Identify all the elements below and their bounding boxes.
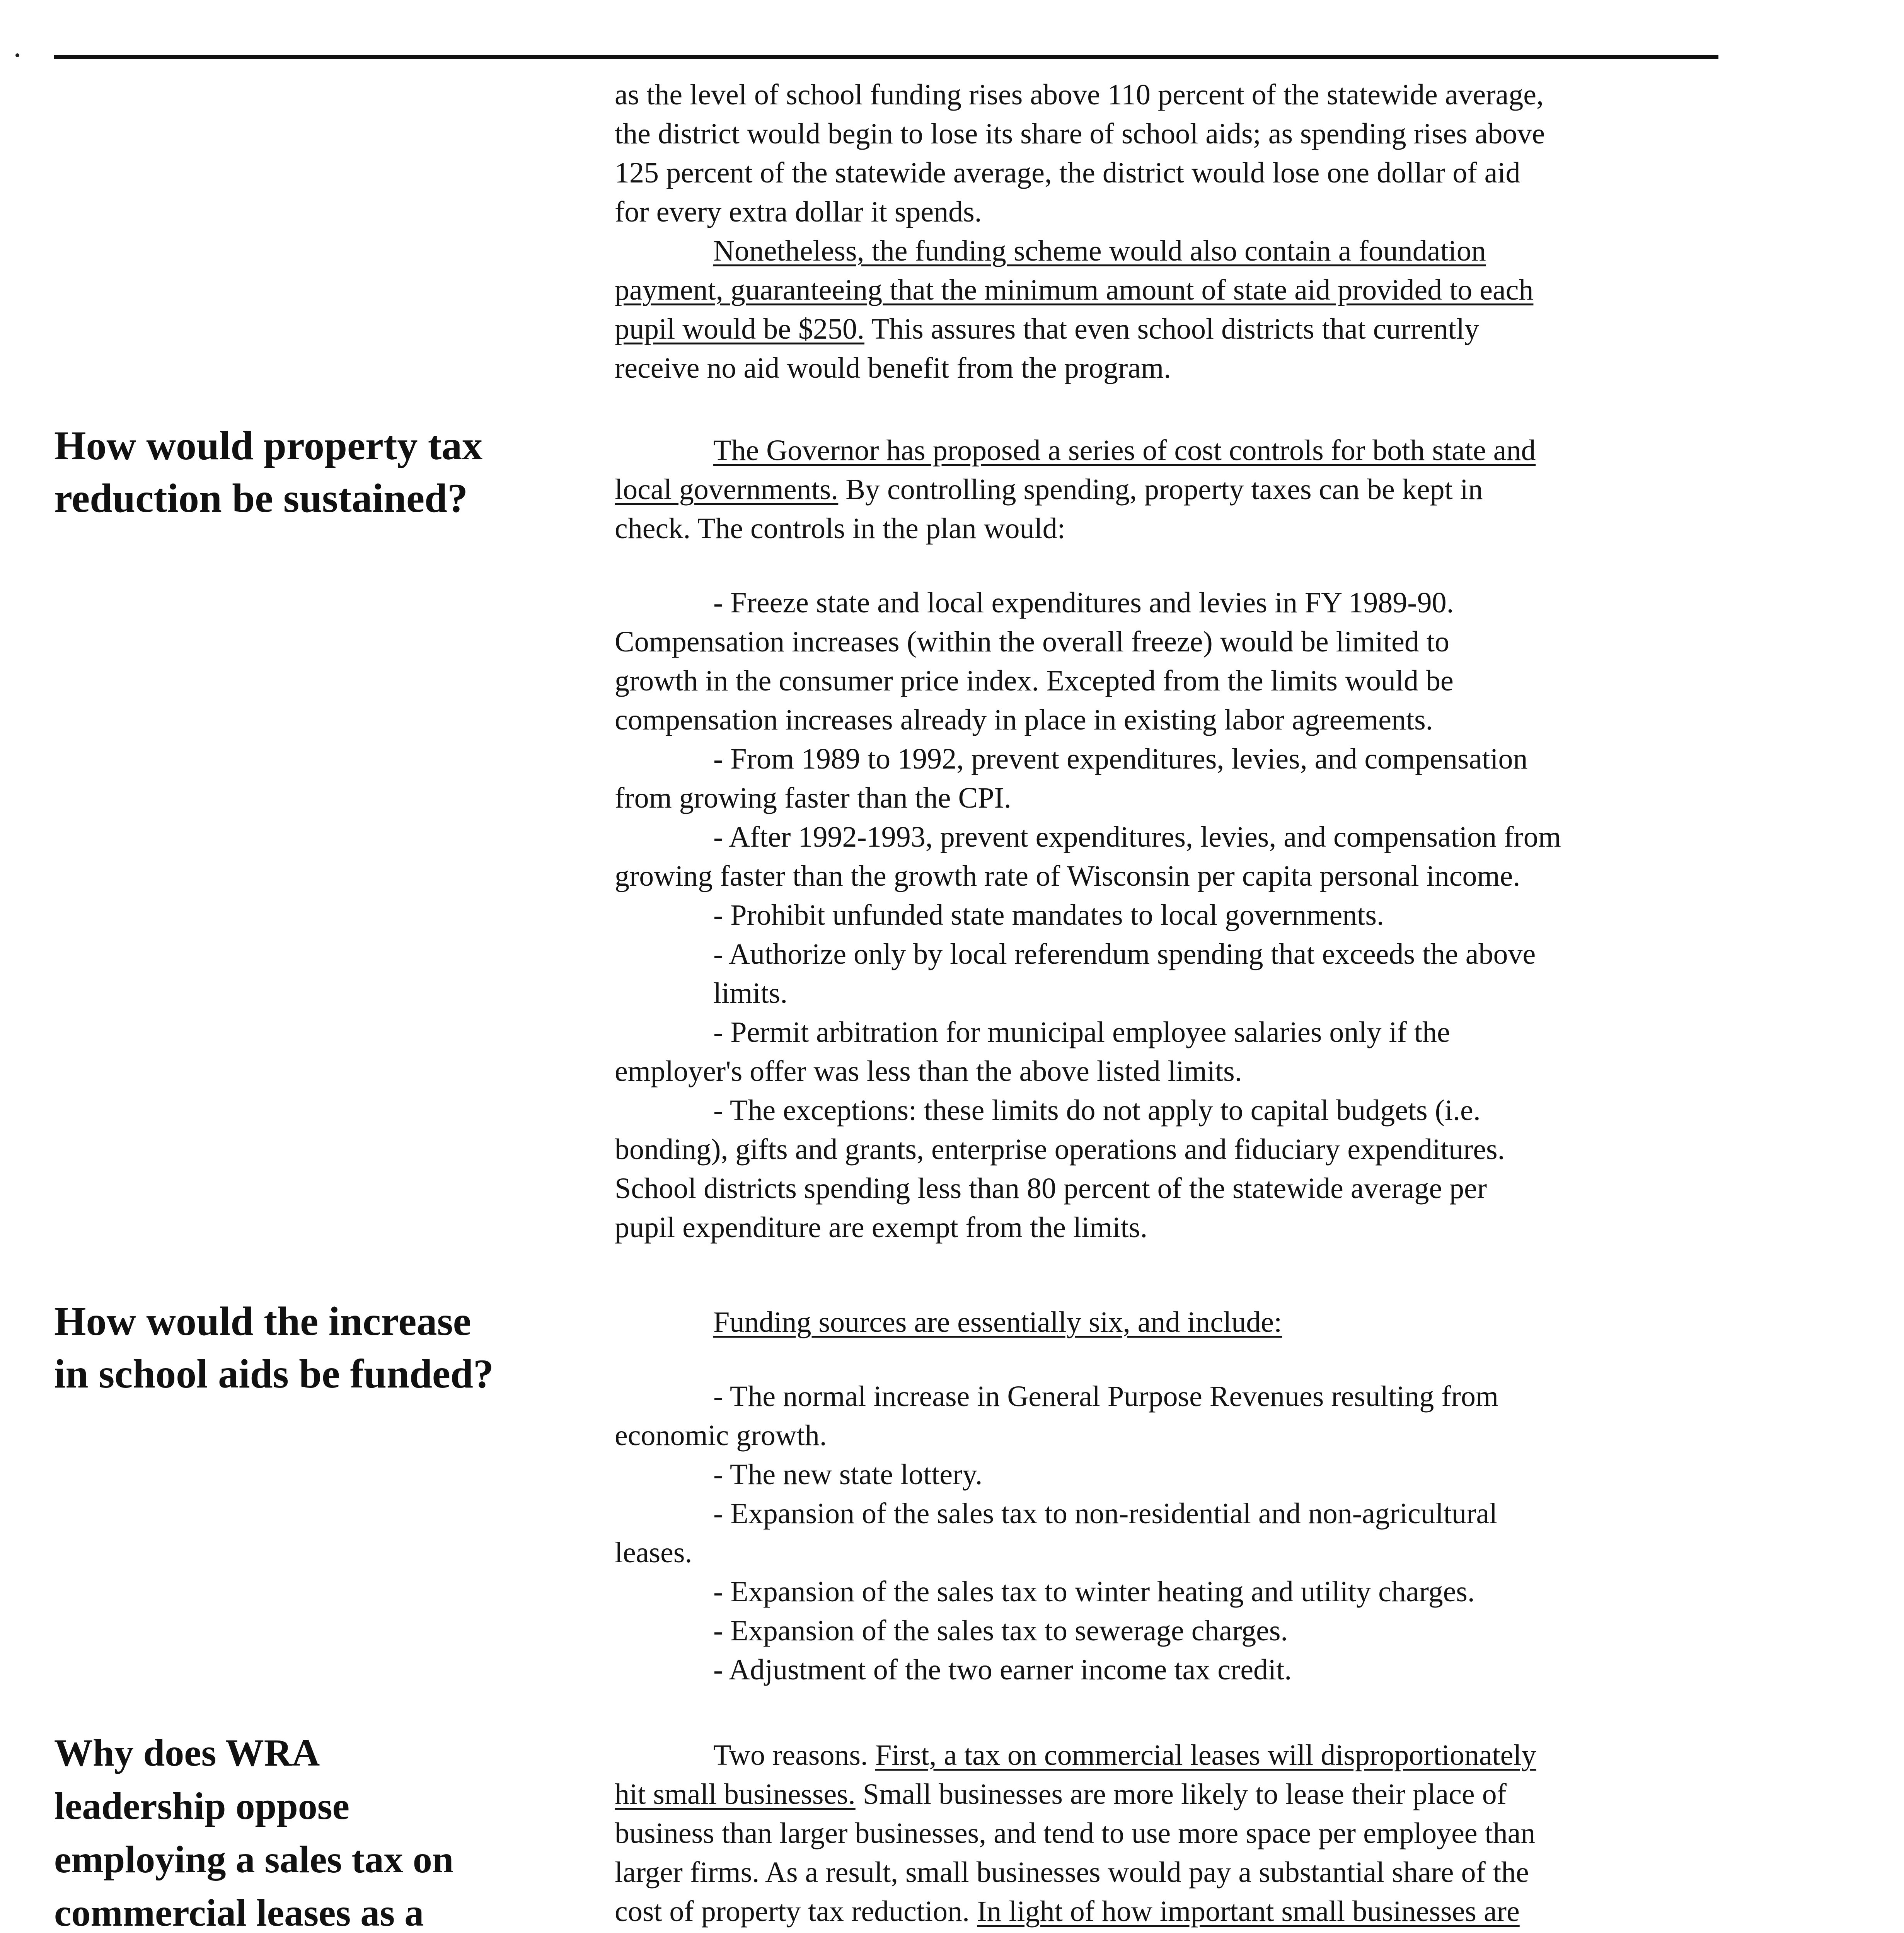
question-line: commercial leases as a — [54, 1891, 424, 1933]
text-line: compensation increases already in place in existing labor agreements. — [615, 704, 1433, 736]
text-line: payment, guaranteeing that the minimum amount of state aid provided to each — [615, 274, 1534, 306]
text-line: from growing faster than the CPI. — [615, 782, 1011, 814]
text-line: economic growth. — [615, 1419, 827, 1452]
text-line: for every extra dollar it spends. — [615, 196, 982, 228]
text-line — [615, 1892, 1728, 1931]
text-line: Nonetheless, the funding scheme would also contain a foundation — [713, 235, 1486, 267]
list-item: - Permit arbitration for municipal employee salaries only if the — [713, 1016, 1450, 1048]
question-line: Why does WRA — [54, 1731, 320, 1774]
text-line: pupil expenditure are exempt from the limits. — [615, 1211, 1148, 1244]
list-item: - Adjustment of the two earner income tax credit. — [713, 1653, 1292, 1686]
list-item: - Expansion of the sales tax to sewerage charges. — [713, 1614, 1288, 1647]
text-line: Funding sources are essentially six, and include: — [713, 1306, 1282, 1338]
underlined-text: First, a tax on commercial leases will disproportionately — [875, 1739, 1536, 1771]
sustain-text — [615, 431, 1728, 1247]
question-line: in school aids be funded? — [54, 1351, 494, 1396]
list-item: - The new state lottery. — [713, 1458, 983, 1491]
text-line: growth in the consumer price index. Excepted from the limits would be — [615, 665, 1454, 697]
text-line: the district would begin to lose its share of school aids; as spending rises above — [615, 118, 1545, 150]
text-segment: By controlling spending, property taxes can be kept in — [838, 473, 1483, 506]
text-segment: cost of property tax reduction. — [615, 1895, 977, 1928]
question-line: reduction be sustained? — [54, 476, 468, 521]
question-line: How would the increase — [54, 1299, 471, 1344]
question-line: How would property tax — [54, 423, 483, 468]
text-segment: Small businesses are more likely to lease their place of — [855, 1778, 1507, 1810]
list-item: - Freeze state and local expenditures and levies in FY 1989-90. — [713, 586, 1454, 619]
list-item: - The normal increase in General Purpose Revenues resulting from — [713, 1380, 1498, 1413]
underlined-text: In light of how important small businesses are — [977, 1895, 1520, 1928]
spacer — [615, 548, 1728, 583]
list-item: - From 1989 to 1992, prevent expenditures, levies, and compensation — [713, 743, 1528, 775]
list-item: - After 1992-1993, prevent expenditures, levies, and compensation from — [713, 821, 1561, 853]
list-item: - The exceptions: these limits do not apply to capital budgets (i.e. — [713, 1094, 1481, 1127]
text-line — [615, 1775, 1728, 1814]
question-line: leadership oppose — [54, 1785, 350, 1827]
scan-speck — [15, 53, 19, 57]
text-line: employer's offer was less than the above listed limits. — [615, 1055, 1242, 1088]
question-school-aids-funded — [54, 1295, 595, 1400]
underlined-text: hit small businesses. — [615, 1778, 856, 1810]
text-line: business than larger businesses, and tend to use more space per employee than — [615, 1817, 1536, 1849]
list-item: - Expansion of the sales tax to non-residential and non-agricultural — [713, 1497, 1498, 1530]
text-line: growing faster than the growth rate of Wisconsin per capita personal income. — [615, 860, 1520, 892]
text-line: limits. — [713, 977, 788, 1009]
text-line: larger firms. As a result, small businesses would pay a substantial share of the — [615, 1856, 1529, 1889]
text-line: bonding), gifts and grants, enterprise operations and fiduciary expenditures. — [615, 1133, 1505, 1166]
text-line — [615, 1736, 1728, 1775]
list-item: - Prohibit unfunded state mandates to local governments. — [713, 899, 1384, 931]
text-line: leases. — [615, 1536, 692, 1569]
text-line: check. The controls in the plan would: — [615, 512, 1065, 545]
list-item: - Expansion of the sales tax to winter heating and utility charges. — [713, 1575, 1475, 1608]
spacer — [615, 1342, 1728, 1377]
text-line: as the level of school funding rises above 110 percent of the statewide average, — [615, 78, 1544, 111]
text-line — [615, 310, 1728, 349]
intro-text — [615, 75, 1728, 388]
funded-text — [615, 1303, 1728, 1689]
question-property-tax-sustained — [54, 419, 595, 525]
text-line: 125 percent of the statewide average, the district would lose one dollar of aid — [615, 157, 1520, 189]
text-line: School districts spending less than 80 percent of the statewide average per — [615, 1172, 1487, 1205]
text-segment: Two reasons. — [713, 1739, 875, 1771]
list-item: - Authorize only by local referendum spending that exceeds the above — [713, 938, 1536, 970]
text-line — [615, 470, 1728, 509]
text-line: receive no aid would benefit from the program. — [615, 352, 1171, 384]
header-rule — [54, 55, 1718, 59]
underlined-text: local governments. — [615, 473, 839, 506]
text-line — [615, 1931, 1728, 1933]
text-segment: This assures that even school districts that currently — [864, 313, 1479, 345]
underlined-text: pupil would be $250. — [615, 313, 864, 345]
oppose-text — [615, 1736, 1728, 1933]
text-line: Compensation increases (within the overall freeze) would be limited to — [615, 626, 1449, 658]
question-line: employing a sales tax on — [54, 1838, 454, 1881]
question-oppose-sales-tax — [54, 1726, 595, 1933]
text-line: The Governor has proposed a series of cost controls for both state and — [713, 434, 1536, 467]
